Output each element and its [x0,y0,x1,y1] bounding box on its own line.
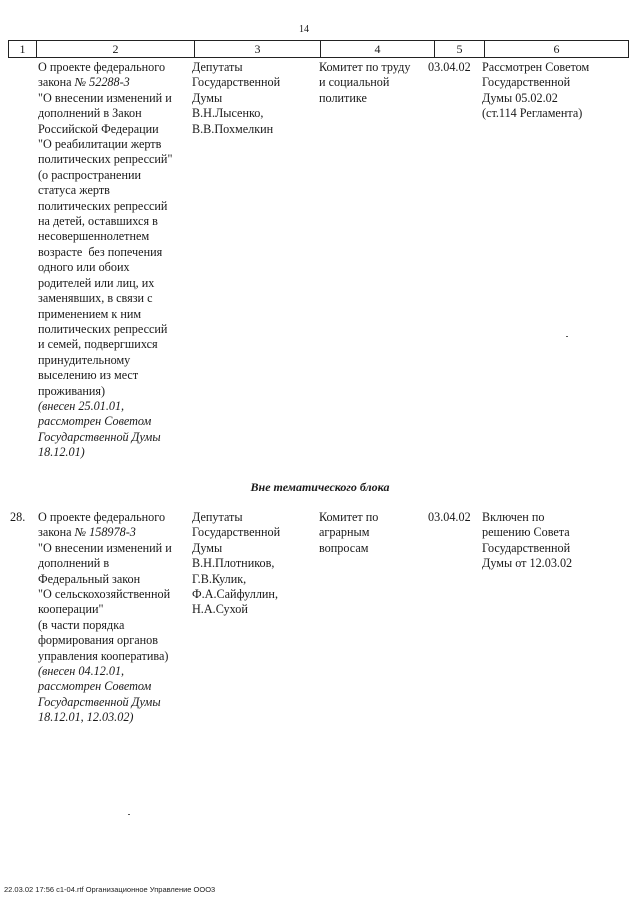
row2-project-number: № 158978-3 [74,525,136,540]
column-header-5: 5 [435,41,485,58]
row2-number: 28. [10,510,26,524]
column-header-table [8,40,629,58]
page-footer: 22.03.02 17:56 c1-04.rtf Организационное Управление ООО3 [4,885,216,894]
row1-project-title: О проекте федерального закона [38,60,166,90]
row1-authors: Депутаты Государственной Думы В.Н.Лысенко, В.В.Похмелкин [192,60,281,136]
row2-committee: Комитет по аграрным вопросам [319,510,379,555]
row2-project-title: О проекте федерального закона [38,510,166,540]
row2-authors: Депутаты Государственной Думы В.Н.Плотников, Г.В.Кулик, Ф.А.Сайфуллин, Н.А.Сухой [192,510,281,617]
row1-committee: Комитет по труду и социальной политике [319,60,411,105]
row1-project-number: № 52288-3 [74,75,130,90]
row2-status: Включен по решению Совета Государственной Думы от 12.03.02 [482,510,573,571]
row2-project-note: (внесен 04.12.01, рассмотрен Советом Государственной Думы 18.12.01, 12.03.02) [38,664,161,725]
column-header-1: 1 [9,41,37,58]
column-header-3: 3 [195,41,321,58]
column-header-6: 6 [485,41,629,58]
page-number: 14 [299,24,309,35]
scan-mark [128,814,130,815]
row2-project-description: "О внесении изменений и дополнений в Федеральный закон "О сельскохозяйственной кооперации" (в части порядка формирования органов управления кооператива) [38,540,172,663]
row1-status: Рассмотрен Советом Государственной Думы 05.02.02 (ст.114 Регламента) [482,60,590,121]
row1-date: 03.04.02 [428,60,471,74]
row1-project-description: "О внесении изменений и дополнений в Закон Российской Федерации "О реабилитации жертв политических репрессий" (о распространении статуса жертв политических репрессий на детей, оставшихся в несовершеннолетнем возрасте без попечения одного или обоих родителей или лиц, их заменявших, в связи с применением к ним политических репрессий и семей, подвергшихся принудительному выселению из мест проживания) [38,90,173,398]
row1-project-note: (внесен 25.01.01, рассмотрен Советом Государственной Думы 18.12.01) [38,398,161,460]
scan-mark [566,336,568,337]
block-heading: Вне тематического блока [250,480,390,494]
column-header-4: 4 [321,41,435,58]
row1-project-cell [38,60,188,461]
row2-project-cell [38,510,188,726]
row2-date: 03.04.02 [428,510,471,524]
column-header-2: 2 [37,41,195,58]
